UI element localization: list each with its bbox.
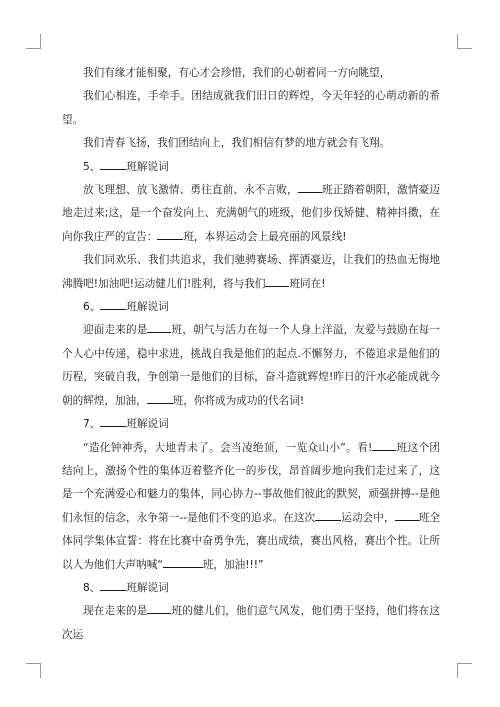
section-8-number: 8、 [83, 581, 101, 594]
blank-line [372, 440, 396, 451]
section-8-title: 班解说词 [126, 581, 169, 594]
paragraph-1: 我们有缘才能相聚，有心才会珍惜，我们的心朝着同一方向眺望， [83, 67, 391, 79]
blank-line [298, 182, 322, 193]
section-6-title: 班解说词 [126, 301, 169, 314]
section-5-paragraph-1: 放飞理想、放飞激情、勇往直前、永不言败， 班正踏着朝阳，激情豪迈地走过来;这，是一个奋发向上、充满朝气的班级，他们步伐矫健、精神抖擞，在向你我庄严的宣告： 班，本界运动会上最亮丽的风景线! [62, 184, 441, 243]
blank-line [163, 557, 183, 568]
document-body [62, 62, 440, 647]
section-8-heading [62, 577, 440, 600]
blank-line [157, 229, 183, 240]
crop-mark-bottom-left [26, 663, 41, 678]
blank-line [100, 416, 126, 427]
section-5-title: 班解说词 [126, 160, 169, 173]
blank-line [147, 393, 173, 404]
section-5-heading [62, 156, 440, 179]
section-8-paragraph: 现在走来的是 班的健儿们，他们意气风发，他们勇于坚持，他们将在这次运 [62, 605, 440, 641]
section-7-number: 7、 [83, 418, 101, 431]
section-6-paragraph: 迎面走来的是 班，朝气与活力在每一个人身上洋溢，友爱与鼓励在每一个人心中传递，稳中求进，挑战自我是他们的起点.不懈努力，不倦追求是他们的历程，突破自我，争创第一是他们的目标，奋斗造就辉煌!昨日的汗水必能成就今朝的辉煌，加油， 班，你将成为成功的代名词! [62, 324, 440, 407]
blank-line [315, 510, 341, 521]
paragraph-3: 我们青春飞扬，我们团结向上，我们相信有梦的地方就会有飞翔。 [83, 137, 391, 150]
crop-mark-top-right [457, 34, 472, 49]
blank-line [147, 322, 171, 333]
section-6-heading [62, 296, 440, 319]
blank-line [395, 510, 419, 521]
blank-line [183, 557, 203, 568]
blank-line [100, 299, 126, 310]
section-7-title: 班解说词 [126, 418, 169, 431]
section-5-paragraph-2: 我们同欢乐、我们共追求，我们驰骋赛场、挥洒豪迈，让我们的热血无悔地沸腾吧!加油吧!运动健儿们!胜利，将与我们 班同在! [62, 254, 440, 290]
blank-line [147, 603, 171, 614]
blank-line [265, 276, 289, 287]
crop-mark-top-left [26, 34, 41, 49]
section-7-paragraph: “造化钟神秀，大地青未了。会当凌绝顶，一览众山小”。看! 班这个团结向上，激扬个性的集体迈着整齐化一的步伐，昂首阔步地向我们走过来了，这是一个充满爱心和魅力的集体，同心协力--事故他们彼此的默契，顽强拼搏--是他们永恒的信念，永争第一--是他们不变的追求。在这次 运动会中， 班全体同学集体宣誓：将在比赛中奋勇争先，赛出成绩，赛出风格，赛出个性。让所以人为他们大声呐喊“ 班，加油!!!” [62, 441, 441, 571]
blank-line [100, 159, 126, 170]
paragraph-2: 我们心相连，手牵手。团结成就我们旧日的辉煌，今天年轻的心萌动新的希望。 [62, 90, 440, 126]
section-7-heading [62, 413, 440, 436]
section-5-number: 5、 [83, 160, 101, 173]
crop-mark-bottom-right [457, 663, 472, 678]
blank-line [100, 580, 126, 591]
section-6-number: 6、 [83, 301, 101, 314]
